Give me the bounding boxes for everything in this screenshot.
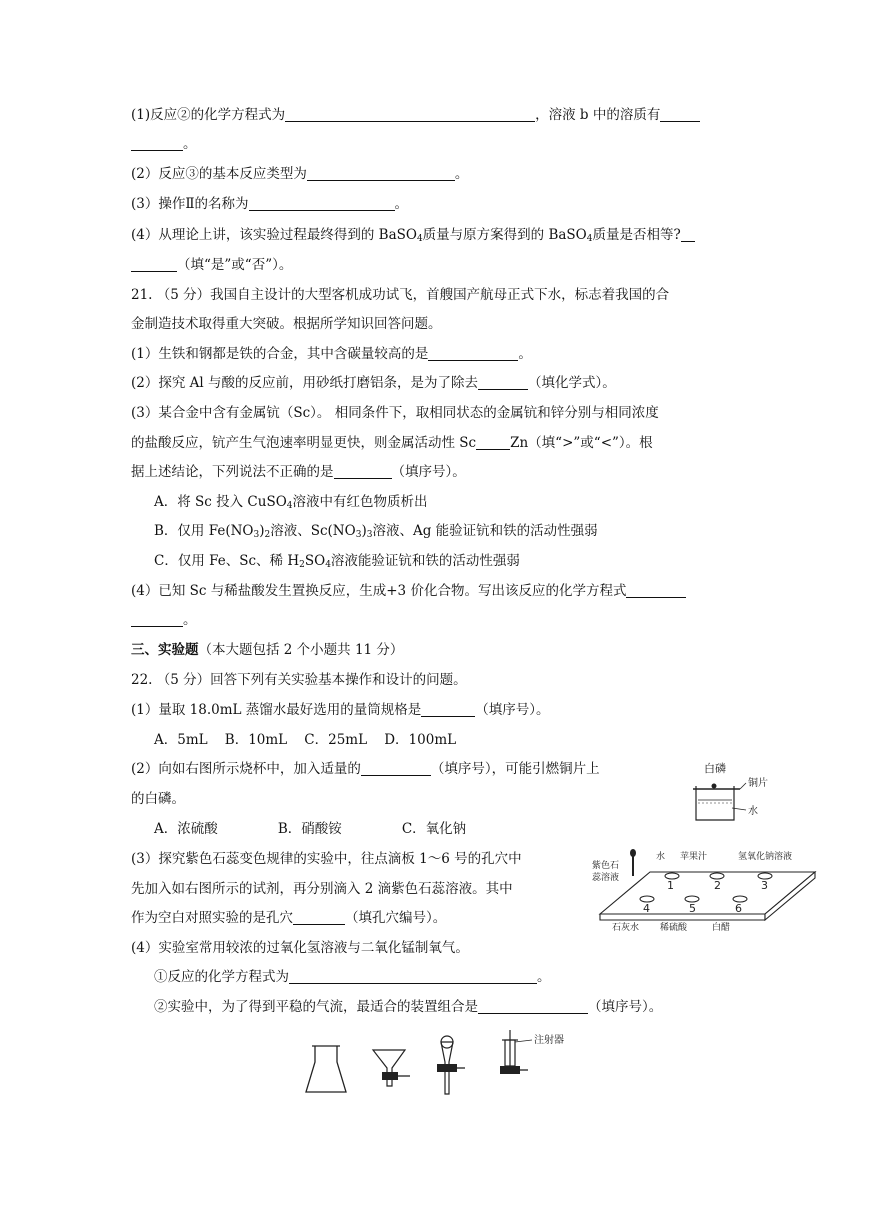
q20-line4: (4）从理论上讲，该实验过程最终得到的 BaSO$_4$质量与原方案得到的 BaSO$_4$质量是否相等? bbox=[131, 225, 695, 245]
answer-blank[interactable] bbox=[421, 702, 475, 717]
q22-head: 22. （5 分）回答下列有关实验基本操作和设计的问题。 bbox=[131, 672, 467, 688]
q21-line3-cont2: 据上述结论，下列说法不正确的是 （填序号）。 bbox=[131, 464, 466, 480]
q22-line1-options: A．5mL B．10mL C．25mL D．100mL bbox=[154, 732, 457, 748]
spot-plate-figure bbox=[590, 846, 820, 932]
q22-line2-cont: 的白磷。 bbox=[131, 791, 185, 807]
q21-line2: (2）探究 Al 与酸的反应前，用砂纸打磨铝条，是为了除去 （填化学式）。 bbox=[131, 375, 616, 391]
naoh-label: 氢氧化钠溶液 bbox=[738, 852, 793, 862]
answer-blank[interactable] bbox=[478, 375, 528, 390]
q21-line3: (3）某合金中含有金属钪（Sc）。 相同条件下，取相同状态的金属钪和锌分别与相同浓度 bbox=[131, 405, 659, 421]
well-number: 5 bbox=[689, 902, 696, 915]
q20-line3 bbox=[131, 194, 408, 214]
stopper-1 bbox=[382, 1072, 398, 1080]
answer-blank[interactable] bbox=[361, 761, 431, 776]
q22-line4-item2: ②实验中，为了得到平稳的气流，最适合的装置组合是 （填序号）。 bbox=[154, 999, 663, 1015]
copper-label: 铜片 bbox=[748, 778, 768, 789]
litmus-label: 紫色石 bbox=[592, 861, 620, 871]
text: (1)反应②的化学方程式为 bbox=[131, 107, 286, 123]
text: ，溶液 b 中的溶质有 bbox=[535, 107, 661, 123]
q20-line1 bbox=[131, 105, 700, 125]
q22-line3-cont2: 作为空白对照实验的是孔穴 （填孔穴编号）。 bbox=[131, 910, 447, 926]
text: 。 bbox=[454, 166, 469, 182]
text: (2）反应③的基本反应类型为 bbox=[131, 166, 307, 182]
q20-line1-cont bbox=[131, 134, 197, 154]
answer-blank[interactable] bbox=[478, 999, 588, 1014]
apparatus-figure bbox=[300, 1028, 600, 1100]
stopper-2 bbox=[437, 1064, 457, 1072]
q22-line2: (2）向如右图所示烧杯中，加入适量的 （填序号），可能引燃铜片上 bbox=[131, 761, 600, 777]
q20-line2 bbox=[131, 164, 468, 184]
answer-blank[interactable] bbox=[131, 257, 177, 272]
vinegar-label: 白醋 bbox=[712, 923, 731, 932]
q21-head-line2: 金制造技术取得重大突破。根据所学知识回答问题。 bbox=[131, 316, 442, 332]
answer-blank[interactable] bbox=[131, 136, 183, 151]
q21-head-line1: 21. （5 分）我国自主设计的大型客机成功试飞，首艘国产航母正式下水，标志着我国的合 bbox=[131, 287, 670, 303]
q21-line4: (4）已知 Sc 与稀盐酸发生置换反应，生成+3 价化合物。写出该反应的化学方程式 bbox=[131, 581, 686, 601]
answer-blank[interactable] bbox=[681, 227, 695, 242]
text: 。 bbox=[183, 136, 197, 152]
plate-top bbox=[600, 872, 815, 914]
text: (3）操作Ⅱ的名称为 bbox=[131, 196, 249, 212]
phosphorus-dot bbox=[712, 784, 717, 789]
text: （填“是”或“否”）。 bbox=[177, 257, 293, 273]
answer-blank[interactable] bbox=[131, 612, 183, 627]
q21-option-c: C．仅用 Fe、Sc、稀 $H_2SO_4$溶液能验证钪和铁的活动性强弱 bbox=[154, 553, 520, 570]
well-number: 3 bbox=[761, 879, 768, 892]
section-heading bbox=[131, 640, 403, 660]
section-title: 三、实验题 bbox=[131, 642, 199, 658]
q22-line1: (1）量取 18.0mL 蒸馏水最好选用的量筒规格是 （填序号）。 bbox=[131, 702, 550, 718]
white-phosphorus-label: 白磷 bbox=[704, 762, 726, 775]
well-number: 2 bbox=[714, 879, 721, 892]
answer-blank[interactable] bbox=[334, 464, 392, 479]
q21-line1: (1）生铁和钢都是铁的合金，其中含碳量较高的是 。 bbox=[131, 346, 532, 362]
copper-pointer bbox=[740, 783, 746, 789]
q21-line4-cont: 。 bbox=[131, 610, 197, 630]
answer-blank[interactable] bbox=[660, 107, 700, 122]
q21-option-b: B．仅用 $Fe(NO_3)_2$溶液、$Sc(NO_3)_3$溶液、Ag 能验证钪和铁的活动性强弱 bbox=[154, 523, 598, 540]
sulfuric-acid-label: 稀硫酸 bbox=[660, 923, 688, 932]
well-number: 1 bbox=[667, 879, 674, 892]
text: 。 bbox=[394, 196, 409, 212]
q22-line2-options: A．浓硫酸 B．硝酸铵 C．氧化钠 bbox=[154, 821, 467, 837]
q22-line3: (3）探究紫色石蕊变色规律的实验中，往点滴板 1～6 号的孔穴中 bbox=[131, 851, 522, 867]
answer-blank[interactable] bbox=[285, 107, 535, 122]
answer-blank[interactable] bbox=[289, 969, 537, 984]
well-number: 6 bbox=[735, 902, 742, 915]
section-note: （本大题包括 2 个小题共 11 分） bbox=[198, 642, 404, 658]
well-number: 4 bbox=[643, 902, 650, 915]
q21-option-a: A．将 Sc 投入 CuSO$_4$溶液中有红色物质析出 bbox=[154, 494, 428, 511]
beaker-figure bbox=[688, 756, 788, 828]
q22-line4: (4）实验室常用较浓的过氧化氢溶液与二氧化锰制氧气。 bbox=[131, 940, 469, 956]
water-label: 水 bbox=[656, 852, 666, 862]
answer-blank[interactable] bbox=[626, 583, 686, 598]
answer-blank[interactable] bbox=[293, 910, 345, 925]
limewater-label: 石灰水 bbox=[612, 923, 640, 932]
syringe-label: 注射器 bbox=[534, 1035, 564, 1046]
q22-line3-cont: 先加入如右图所示的试剂，再分别滴入 2 滴紫色石蕊溶液。其中 bbox=[131, 881, 513, 897]
q20-line4-cont bbox=[131, 255, 292, 275]
water-label: 水 bbox=[748, 806, 758, 817]
stopper-3 bbox=[500, 1066, 520, 1074]
q22-line4-item1: ①反应的化学方程式为 。 bbox=[154, 969, 551, 985]
conical-flask bbox=[306, 1046, 346, 1092]
funnel bbox=[373, 1050, 405, 1086]
answer-blank[interactable] bbox=[476, 435, 510, 450]
answer-blank[interactable] bbox=[307, 166, 455, 181]
apple-juice-label: 苹果汁 bbox=[680, 852, 708, 862]
dropper-bulb bbox=[630, 849, 636, 857]
litmus-label: 蕊溶液 bbox=[592, 873, 620, 883]
answer-blank[interactable] bbox=[249, 196, 395, 211]
answer-blank[interactable] bbox=[428, 346, 518, 361]
q21-line3-cont: 的盐酸反应，钪产生气泡速率明显更快，则金属活动性 Sc Zn（填“>”或“<”）。根 bbox=[131, 435, 653, 451]
